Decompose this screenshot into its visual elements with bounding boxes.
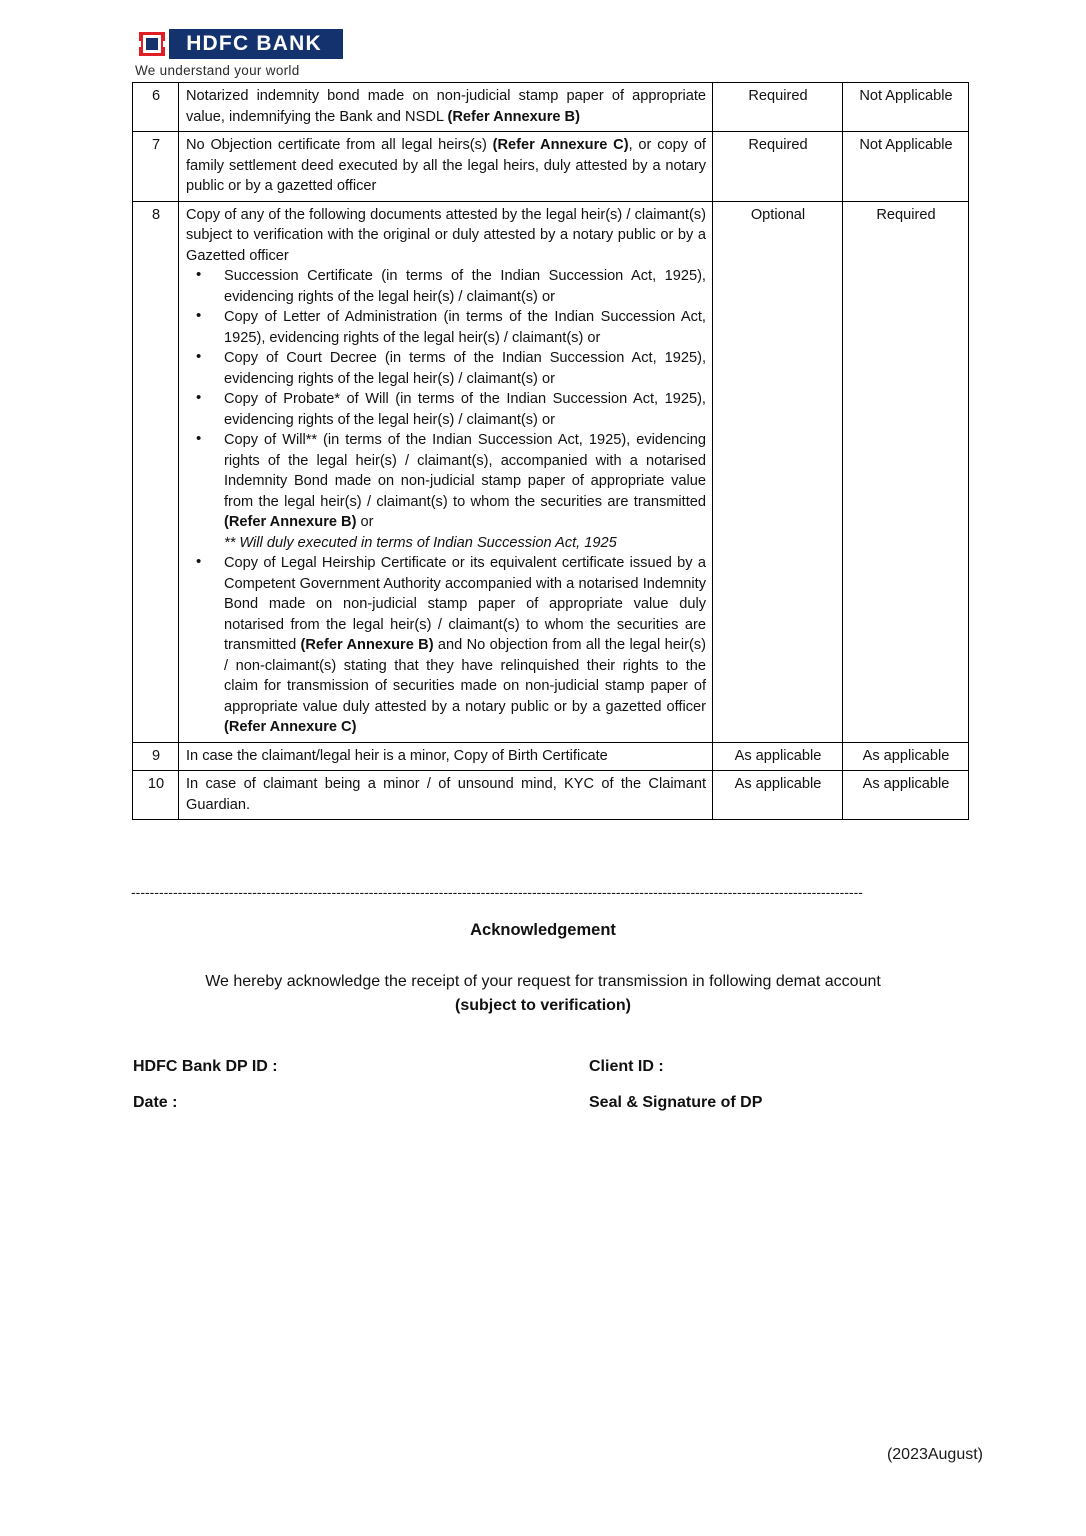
field-row-ids — [133, 1058, 963, 1076]
logo-wordmark: HDFC BANK — [186, 32, 322, 55]
acknowledgement-line-1: We hereby acknowledge the receipt of your request for transmission in following demat account — [205, 973, 881, 990]
row-description — [179, 201, 713, 742]
logo-tagline: We understand your world — [135, 63, 300, 78]
row-description-bullets — [186, 266, 706, 738]
bullet-item: • Copy of Letter of Administration (in terms of the Indian Succession Act, 1925), evidencing rights of the legal heir(s) / claimant(s) or — [186, 307, 706, 348]
table-row — [133, 201, 969, 742]
row-number: 6 — [133, 83, 179, 132]
row-column-c-value: As applicable — [713, 742, 843, 771]
table-row — [133, 132, 969, 202]
acknowledgement-body — [0, 970, 1086, 1018]
revision-date: (2023August) — [886, 1446, 983, 1463]
documents-requirement-table — [132, 82, 969, 820]
row-column-d-value: Required — [843, 201, 969, 742]
row-description: In case of claimant being a minor / of unsound mind, KYC of the Claimant Guardian. — [179, 771, 713, 820]
row-number: 10 — [133, 771, 179, 820]
row-number: 9 — [133, 742, 179, 771]
seal-signature-label: Seal & Signature of DP — [589, 1094, 763, 1111]
acknowledgement-fields — [133, 1058, 963, 1130]
bullet-item: • Copy of Court Decree (in terms of the Indian Succession Act, 1925), evidencing rights of the legal heir(s) / claimant(s) or — [186, 348, 706, 389]
field-row-date-seal — [133, 1094, 963, 1112]
date-label: Date : — [133, 1094, 178, 1111]
row-column-d-value: Not Applicable — [843, 83, 969, 132]
row-column-d-value: As applicable — [843, 742, 969, 771]
row-description: No Objection certificate from all legal heirs(s) (Refer Annexure C), or copy of family settlement deed executed by all the legal heirs, duly attested by a notary public or by a gazetted officer — [179, 132, 713, 202]
row-column-c-value: Required — [713, 83, 843, 132]
client-id-label: Client ID : — [589, 1058, 664, 1075]
row-column-d-value: As applicable — [843, 771, 969, 820]
acknowledgement-heading: Acknowledgement — [470, 921, 616, 939]
table-row — [133, 742, 969, 771]
row-column-c-value: Required — [713, 132, 843, 202]
bullet-item: • Copy of Probate* of Will (in terms of the Indian Succession Act, 1925), evidencing rights of the legal heir(s) / claimant(s) or — [186, 389, 706, 430]
dp-id-label: HDFC Bank DP ID : — [133, 1058, 278, 1075]
row-column-c-value: Optional — [713, 201, 843, 742]
row-description: In case the claimant/legal heir is a minor, Copy of Birth Certificate — [179, 742, 713, 771]
row-description: Notarized indemnity bond made on non-judicial stamp paper of appropriate value, indemnifying the Bank and NSDL (Refer Annexure B) — [179, 83, 713, 132]
row-column-c-value: As applicable — [713, 771, 843, 820]
row-column-d-value: Not Applicable — [843, 132, 969, 202]
bullet-item: • Succession Certificate (in terms of the Indian Succession Act, 1925), evidencing rights of the legal heir(s) / claimant(s) or — [186, 266, 706, 307]
acknowledgement-line-2: (subject to verification) — [454, 997, 632, 1014]
bullet-item: • Copy of Legal Heirship Certificate or its equivalent certificate issued by a Competent Government Authority accompanied with a notarised Indemnity Bond made on non-judicial stamp paper of appropriate value duly notarised from the legal heir(s) / claimant(s) to whom the securities are transmitted (Refer Annexure B) and No objection from all the legal heir(s) / non-claimant(s) stating that they have relinquished their rights to the claim for transmission of securities made on non-judicial stamp paper of appropriate value duly attested by a notary public or by a gazetted officer (Refer Annexure C) — [186, 553, 706, 738]
hdfc-cube-icon — [135, 29, 169, 59]
row-number: 8 — [133, 201, 179, 742]
hdfc-bank-logo — [135, 29, 375, 78]
row-description-intro: Copy of any of the following documents attested by the legal heir(s) / claimant(s) subject to verification with the original or duly attested by a notary public or by a Gazetted officer — [186, 206, 706, 264]
logo-bar — [135, 29, 343, 59]
table-row — [133, 771, 969, 820]
row-number: 7 — [133, 132, 179, 202]
table-row — [133, 83, 969, 132]
bullet-item: • Copy of Will** (in terms of the Indian Succession Act, 1925), evidencing rights of the legal heir(s) / claimant(s), accompanied with a notarised Indemnity Bond made on non-judicial stamp paper of appropriate value from the legal heir(s) / claimant(s) to whom the securities are transmitted (Refer Annexure B) or ** Will duly executed in terms of Indian Succession Act, 1925 — [186, 430, 706, 553]
section-separator: ------------------------------------------------------------------------------------------------------------------------------------------------------------- — [131, 884, 863, 898]
